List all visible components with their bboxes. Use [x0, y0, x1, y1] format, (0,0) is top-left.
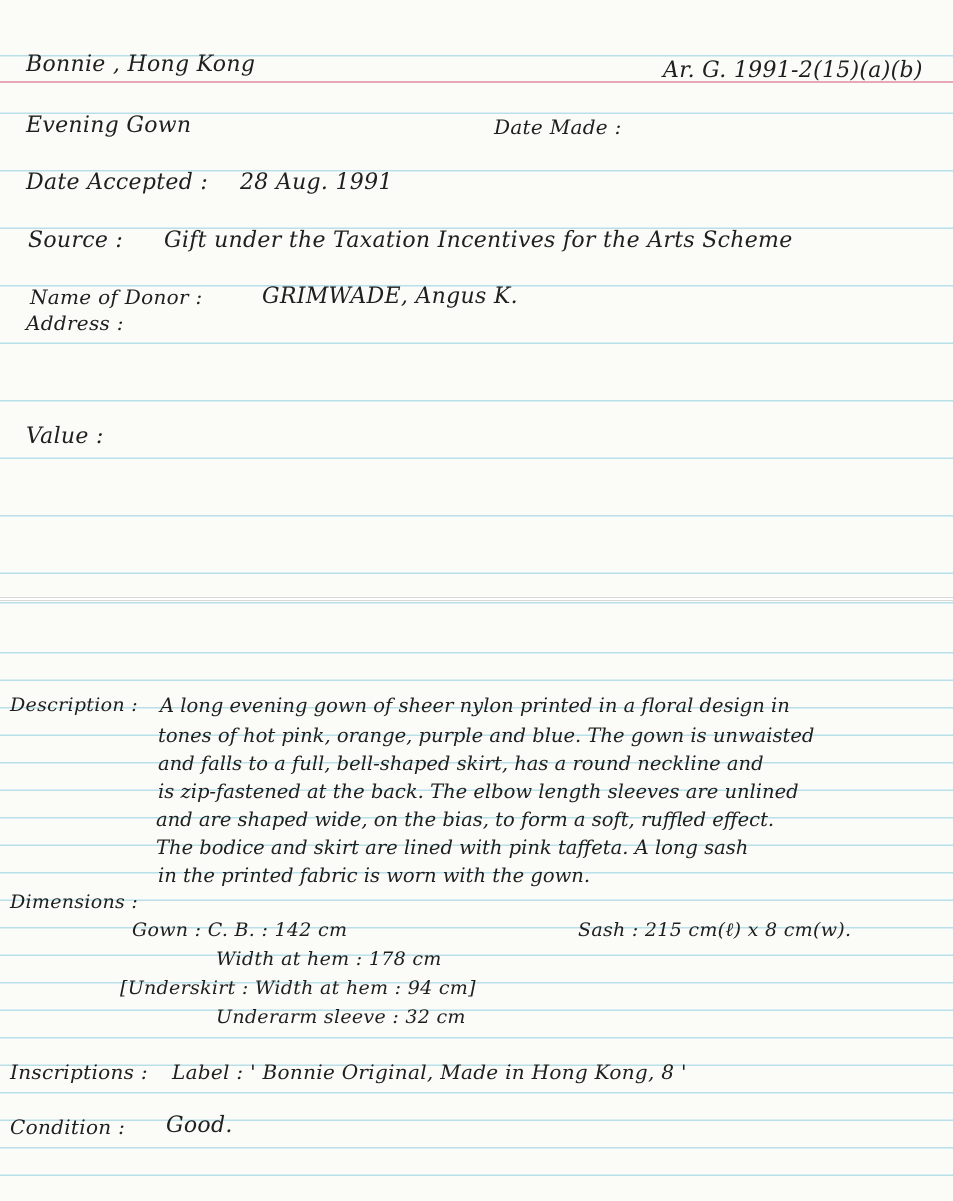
- description-line: and are shaped wide, on the bias, to form a soft, ruffled effect.: [156, 808, 775, 831]
- underskirt-measurement: [Underskirt : Width at hem : 94 cm]: [120, 977, 476, 999]
- value-label: Value :: [26, 424, 104, 449]
- gown-cb-measurement: Gown : C. B. : 142 cm: [132, 919, 348, 941]
- source-label: Source :: [28, 228, 124, 253]
- dimensions-label: Dimensions :: [10, 891, 139, 913]
- inscriptions-label: Inscriptions :: [10, 1060, 148, 1084]
- catalogue-card-back: [0, 600, 953, 1201]
- date-accepted-label: Date Accepted :: [26, 170, 209, 195]
- condition-value: Good.: [166, 1113, 233, 1138]
- donor-value: GRIMWADE, Angus K.: [262, 284, 518, 309]
- description-line: A long evening gown of sheer nylon printed in a floral design in: [160, 694, 790, 717]
- source-value: Gift under the Taxation Incentives for the Arts Scheme: [164, 228, 793, 253]
- description-line: in the printed fabric is worn with the gown.: [158, 864, 591, 887]
- description-line: and falls to a full, bell-shaped skirt, has a round neckline and: [158, 752, 764, 775]
- description-line: tones of hot pink, orange, purple and blue. The gown is unwaisted: [158, 724, 815, 747]
- sash-measurement: Sash : 215 cm(ℓ) x 8 cm(w).: [578, 919, 852, 941]
- description-line: The bodice and skirt are lined with pink taffeta. A long sash: [156, 836, 749, 859]
- condition-label: Condition :: [10, 1115, 126, 1139]
- maker-text: Bonnie , Hong Kong: [26, 52, 256, 77]
- donor-label: Name of Donor :: [30, 285, 203, 309]
- width-at-hem-measurement: Width at hem : 178 cm: [216, 948, 442, 970]
- catalogue-card-front: [0, 0, 953, 598]
- object-name: Evening Gown: [26, 113, 192, 138]
- underarm-sleeve-measurement: Underarm sleeve : 32 cm: [216, 1006, 466, 1028]
- address-label: Address :: [26, 311, 124, 335]
- date-made-label: Date Made :: [494, 115, 622, 139]
- date-accepted-value: 28 Aug. 1991: [240, 170, 393, 195]
- inscriptions-value: Label : ' Bonnie Original, Made in Hong Kong, 8 ': [172, 1060, 687, 1084]
- description-label: Description :: [10, 694, 138, 716]
- description-line: is zip-fastened at the back. The elbow length sleeves are unlined: [158, 780, 799, 803]
- accession-number: Ar. G. 1991-2(15)(a)(b): [663, 58, 923, 83]
